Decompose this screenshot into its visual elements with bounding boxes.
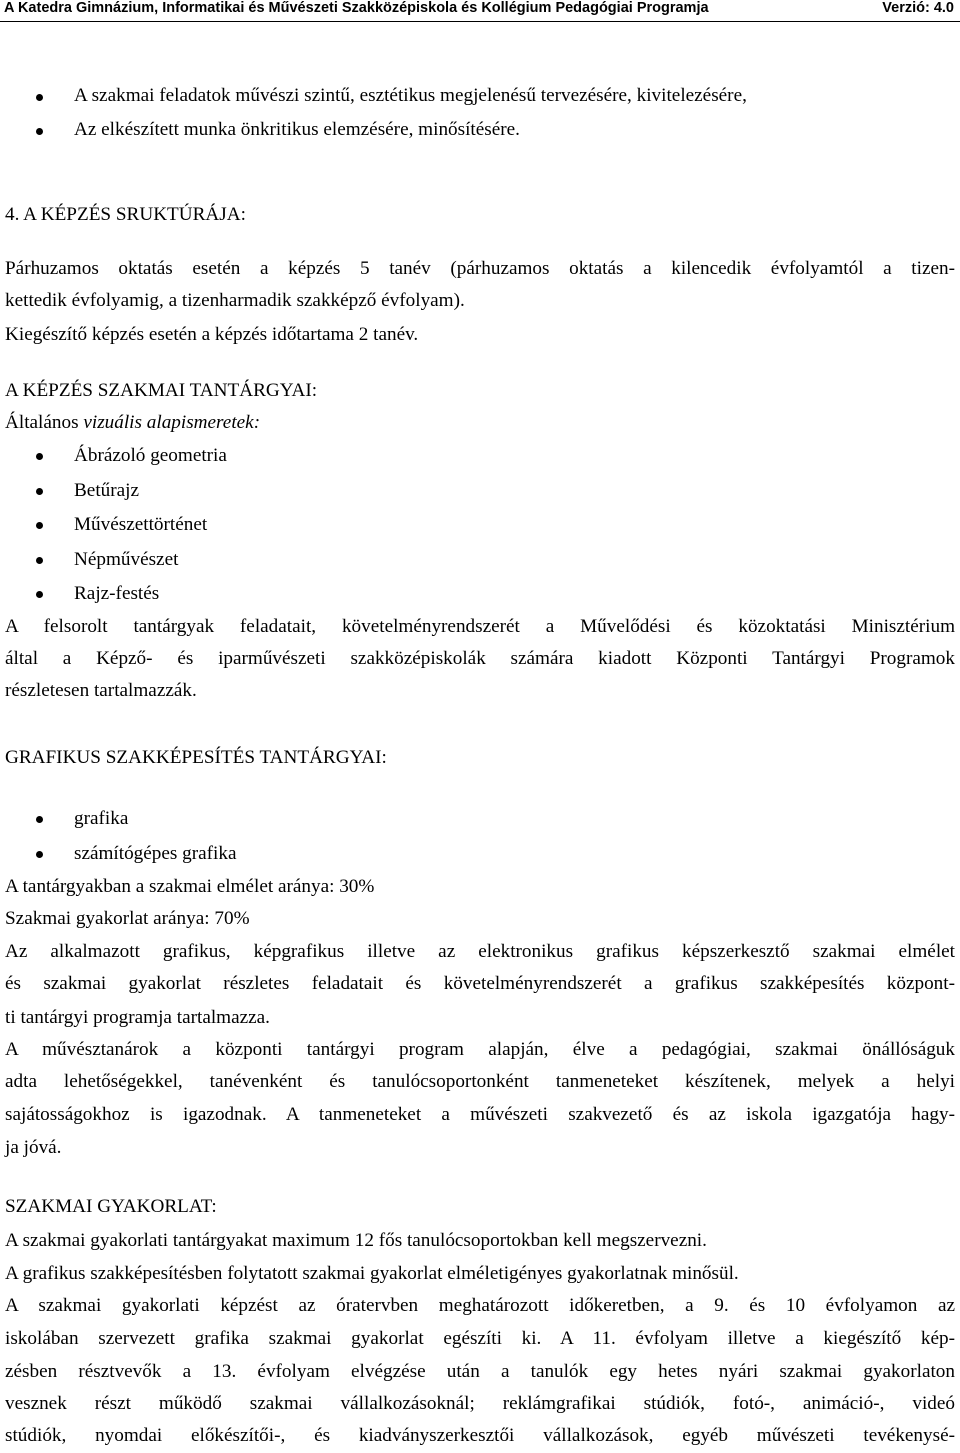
list-item: grafika xyxy=(74,808,129,829)
bullet-icon xyxy=(36,128,43,135)
list-item: Az elkészített munka önkritikus elemzésére, minősítésére. xyxy=(74,119,520,140)
paragraph-line: A szakmai gyakorlati tantárgyakat maximum 12 fős tanulócsoportokban kell megszervezni. xyxy=(5,1230,707,1251)
paragraph-line: kettedik évfolyamig, a tizenharmadik szakképző évfolyam). xyxy=(5,290,465,311)
list-item: Betűrajz xyxy=(74,480,139,501)
paragraph-line: Az alkalmazott grafikus, képgrafikus illetve az elektronikus grafikus képszerkesztő szakmai elmélet xyxy=(5,941,955,962)
general-prefix: Általános xyxy=(5,412,84,433)
list-item: Rajz-festés xyxy=(74,583,160,604)
bullet-icon xyxy=(36,591,43,598)
list-item: Ábrázoló geometria xyxy=(74,445,227,466)
paragraph-line: ti tantárgyi programja tartalmazza. xyxy=(5,1007,270,1028)
list-item: Művészettörténet xyxy=(74,514,208,535)
paragraph-line: és szakmai gyakorlat részletes feladatait és követelményrendszerét a grafikus szakképesítés központ- xyxy=(5,973,955,994)
list-item: számítógépes grafika xyxy=(74,843,237,864)
bullet-icon xyxy=(36,816,43,823)
page-header xyxy=(0,0,960,22)
paragraph-line: A szakmai gyakorlati képzést az óratervben meghatározott időkeretben, a 9. és 10 évfolyamon az xyxy=(5,1295,955,1316)
paragraph-line: részletesen tartalmazzák. xyxy=(5,680,197,701)
paragraph-line: Szakmai gyakorlat aránya: 70% xyxy=(5,908,250,929)
paragraph-line: A felsorolt tantárgyak feladatait, követelményrendszerét a Művelődési és közoktatási Minisztérium xyxy=(5,616,955,637)
paragraph-line: A művésztanárok a központi tantárgyi program alapján, élve a pedagógiai, szakmai önállóságuk xyxy=(5,1039,955,1060)
paragraph-line: által a Képző- és iparművészeti szakközépiskolák számára kiadott Központi Tantárgyi Programok xyxy=(5,648,955,669)
bullet-icon xyxy=(36,522,43,529)
section-heading: 4. A KÉPZÉS SRUKTÚRÁJA: xyxy=(5,204,246,225)
header-title: A Katedra Gimnázium, Informatikai és Művészeti Szakközépiskola és Kollégium Pedagógiai Programja xyxy=(4,0,709,16)
list-item: Népművészet xyxy=(74,549,179,570)
paragraph-line: A tantárgyakban a szakmai elmélet aránya: 30% xyxy=(5,876,375,897)
bullet-icon xyxy=(36,94,43,101)
paragraph-line: vesznek részt működő szakmai vállalkozásoknál; reklámgrafikai stúdiók, fotó-, animáció-, videó xyxy=(5,1393,955,1414)
list-item: A szakmai feladatok művészi szintű, esztétikus megjelenésű tervezésére, kivitelezésére, xyxy=(74,85,747,106)
section-heading: A KÉPZÉS SZAKMAI TANTÁRGYAI: xyxy=(5,380,318,401)
subsection-title xyxy=(5,411,955,435)
section-heading: SZAKMAI GYAKORLAT: xyxy=(5,1196,217,1217)
bullet-icon xyxy=(36,851,43,858)
bullet-icon xyxy=(36,453,43,460)
section-heading: GRAFIKUS SZAKKÉPESÍTÉS TANTÁRGYAI: xyxy=(5,747,387,768)
paragraph-line: adta lehetőségekkel, tanévenként és tanulócsoportonként tanmeneteket készítenek, melyek a helyi xyxy=(5,1071,955,1092)
paragraph-line: iskolában szervezett grafika szakmai gyakorlat egészíti ki. A 11. évfolyam illetve a kiegészítő kép- xyxy=(5,1328,955,1349)
paragraph-line: stúdiók, nyomdai előkészítői-, és kiadványszerkesztői vállalkozások, egyéb művészeti tevékenysé- xyxy=(5,1425,955,1446)
general-italic: vizuális alapismeretek: xyxy=(83,412,261,433)
paragraph-line: ja jóvá. xyxy=(5,1137,62,1158)
header-divider xyxy=(0,21,960,22)
header-version: Verzió: 4.0 xyxy=(882,0,954,16)
paragraph-line: sajátosságokhoz is igazodnak. A tanmeneteket a művészeti szakvezető és az iskola igazgatója hagy- xyxy=(5,1104,955,1125)
paragraph-line: Párhuzamos oktatás esetén a képzés 5 tanév (párhuzamos oktatás a kilencedik évfolyamtól a tizen- xyxy=(5,258,955,279)
bullet-icon xyxy=(36,557,43,564)
paragraph-line: zésben résztvevők a 13. évfolyam elvégzése után a tanulók egy hetes nyári szakmai gyakorlaton xyxy=(5,1361,955,1382)
bullet-icon xyxy=(36,488,43,495)
paragraph-line: Kiegészítő képzés esetén a képzés időtartama 2 tanév. xyxy=(5,324,419,345)
paragraph-line: A grafikus szakképesítésben folytatott szakmai gyakorlat elméletigényes gyakorlatnak minősül. xyxy=(5,1263,739,1284)
